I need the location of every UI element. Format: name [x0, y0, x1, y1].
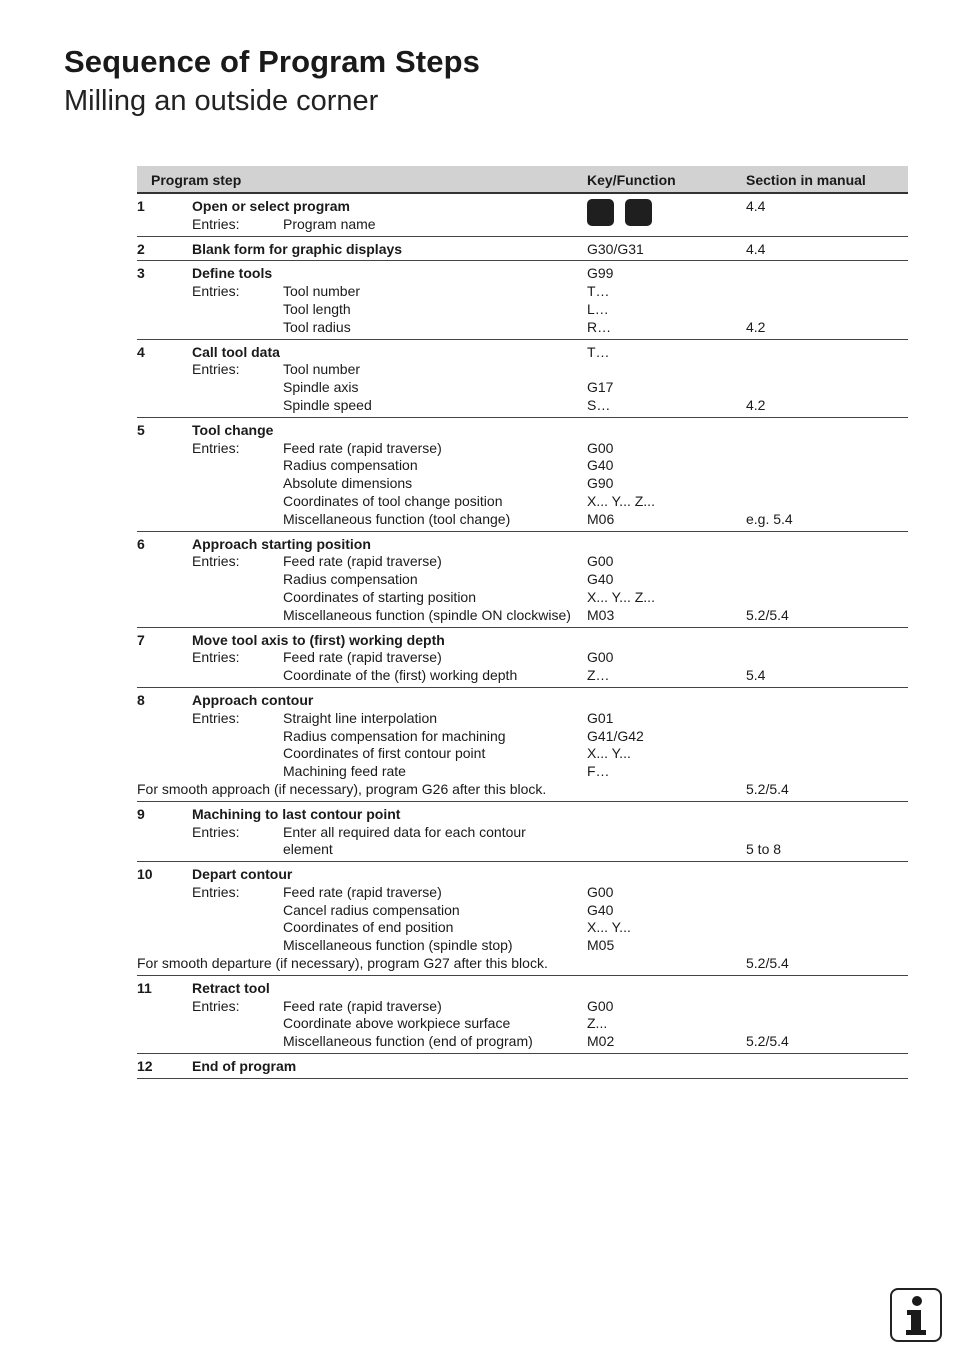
step-note: For smooth approach (if necessary), program G26 after this block.	[137, 780, 547, 797]
entry-key: M03	[587, 606, 615, 623]
step-title: Approach contour	[192, 691, 314, 708]
entry-description: Program name	[283, 215, 376, 232]
entry-key: F…	[587, 763, 610, 780]
entry-key: X... Y...	[587, 745, 631, 762]
entry-description: Spindle speed	[283, 396, 372, 413]
entry-key: M02	[587, 1033, 615, 1050]
step-number: 12	[137, 1058, 153, 1075]
entry-key: L…	[587, 300, 609, 317]
table-row	[137, 862, 908, 976]
step-title: Define tools	[192, 265, 273, 282]
entry-description: Tool length	[283, 300, 351, 317]
header-program-step: Program step	[151, 172, 242, 188]
step-title: End of program	[192, 1058, 297, 1075]
entry-section: e.g. 5.4	[746, 510, 793, 527]
entry-section: 4.2	[746, 318, 766, 335]
entry-section: 5.4	[746, 667, 766, 684]
note-section: 5.2/5.4	[746, 955, 789, 972]
step-section: 4.4	[746, 240, 766, 257]
step-title: Blank form for graphic displays	[192, 240, 403, 257]
entry-description: Tool number	[283, 361, 361, 378]
entry-description: Miscellaneous function (tool change)	[283, 510, 511, 527]
step-number: 7	[137, 631, 145, 648]
entry-key: S…	[587, 396, 611, 413]
table-row	[137, 261, 908, 339]
step-title: Retract tool	[192, 979, 270, 996]
table-row	[137, 237, 908, 262]
note-section: 5.2/5.4	[746, 780, 789, 797]
step-title: Tool change	[192, 421, 274, 438]
entry-section: 4.2	[746, 396, 766, 413]
entry-description: Machining feed rate	[283, 763, 406, 780]
step-key: T…	[587, 343, 610, 360]
step-note: For smooth departure (if necessary), program G27 after this block.	[137, 955, 548, 972]
entry-key: G00	[587, 439, 614, 456]
entry-section: 5.2/5.4	[746, 606, 789, 623]
step-title: Open or select program	[192, 198, 350, 214]
step-number: 5	[137, 421, 145, 438]
entries-label: Entries:	[192, 215, 240, 232]
step-number: 10	[137, 866, 153, 883]
entry-key: M05	[587, 937, 615, 954]
entry-key: G17	[587, 379, 614, 396]
step-key: G30/G31	[587, 240, 644, 257]
entry-key: R…	[587, 318, 612, 335]
entry-description: Radius compensation	[283, 457, 418, 474]
step-number: 1	[137, 198, 145, 214]
entries-label: Entries:	[192, 283, 240, 300]
table-row	[137, 628, 908, 688]
entry-description: Coordinates of end position	[283, 919, 454, 936]
step-number: 2	[137, 240, 145, 257]
step-number: 9	[137, 805, 145, 822]
entry-key: G40	[587, 901, 614, 918]
info-icon[interactable]	[890, 1288, 942, 1342]
entry-key: X... Y...	[587, 919, 631, 936]
entry-description: element	[283, 841, 333, 858]
entries-label: Entries:	[192, 649, 240, 666]
entry-description: Coordinate of the (first) working depth	[283, 667, 518, 684]
entry-description: Straight line interpolation	[283, 709, 438, 726]
entry-description: Feed rate (rapid traverse)	[283, 649, 442, 666]
entry-key: G01	[587, 709, 614, 726]
entry-description: Tool number	[283, 283, 361, 300]
entry-description: Feed rate (rapid traverse)	[283, 553, 442, 570]
table-row	[137, 976, 908, 1054]
entry-key: G00	[587, 997, 614, 1014]
entry-description: Tool radius	[283, 318, 351, 335]
table-header	[137, 166, 908, 194]
entries-label: Entries:	[192, 883, 240, 900]
program-steps-table	[137, 166, 908, 1079]
entry-key: G00	[587, 553, 614, 570]
entries-label: Entries:	[192, 709, 240, 726]
page-subtitle: Milling an outside corner	[64, 85, 379, 117]
entry-description: Coordinate above workpiece surface	[283, 1015, 511, 1032]
step-key: G99	[587, 265, 614, 282]
entry-key: X... Y... Z...	[587, 588, 655, 605]
entry-key: G40	[587, 571, 614, 588]
step-title: Depart contour	[192, 866, 293, 883]
step-number: 4	[137, 343, 145, 360]
entry-section: 5 to 8	[746, 841, 782, 858]
entry-description: Radius compensation for machining	[283, 727, 506, 744]
entry-description: Feed rate (rapid traverse)	[283, 883, 442, 900]
step-title: Move tool axis to (first) working depth	[192, 631, 445, 648]
entry-description: Feed rate (rapid traverse)	[283, 439, 442, 456]
entry-description: Enter all required data for each contour	[283, 823, 526, 840]
entry-description: Miscellaneous function (spindle stop)	[283, 937, 513, 954]
step-title: Machining to last contour point	[192, 805, 401, 822]
entry-description: Miscellaneous function (end of program)	[283, 1033, 533, 1050]
entries-label: Entries:	[192, 997, 240, 1014]
entry-key: G41/G42	[587, 727, 644, 744]
step-number: 3	[137, 265, 145, 282]
entry-key: Z…	[587, 667, 610, 684]
table-row	[137, 688, 908, 802]
entry-description: Feed rate (rapid traverse)	[283, 997, 442, 1014]
entry-key: X... Y... Z...	[587, 492, 655, 509]
entry-key: G00	[587, 883, 614, 900]
table-row	[137, 532, 908, 628]
entry-key: T…	[587, 283, 610, 300]
entry-key: Z...	[587, 1015, 608, 1032]
entries-label: Entries:	[192, 439, 240, 456]
entries-label: Entries:	[192, 553, 240, 570]
entry-description: Spindle axis	[283, 379, 359, 396]
entry-description: Miscellaneous function (spindle ON clockwise)	[283, 606, 571, 623]
table-row	[137, 802, 908, 862]
step-number: 11	[137, 979, 152, 996]
entry-key: G90	[587, 475, 614, 492]
page-title: Sequence of Program Steps	[64, 44, 480, 79]
table-body	[137, 194, 908, 1079]
step-title: Approach starting position	[192, 535, 371, 552]
step-section: 4.4	[746, 198, 766, 214]
entry-description: Coordinates of starting position	[283, 588, 476, 605]
entries-label: Entries:	[192, 823, 240, 840]
entries-label: Entries:	[192, 361, 240, 378]
entry-description: Absolute dimensions	[283, 475, 413, 492]
table-row	[137, 340, 908, 418]
step-number: 8	[137, 691, 145, 708]
entry-key: M06	[587, 510, 615, 527]
entry-description: Cancel radius compensation	[283, 901, 460, 918]
entry-key: G00	[587, 649, 614, 666]
table-row	[137, 194, 908, 237]
entry-description: Coordinates of tool change position	[283, 492, 503, 509]
entry-section: 5.2/5.4	[746, 1033, 789, 1050]
entry-description: Coordinates of first contour point	[283, 745, 486, 762]
entry-description: Radius compensation	[283, 571, 418, 588]
header-key-function: Key/Function	[587, 172, 676, 188]
table-row	[137, 1054, 908, 1079]
entry-key: G40	[587, 457, 614, 474]
table-row	[137, 418, 908, 532]
step-title: Call tool data	[192, 343, 280, 360]
header-section: Section in manual	[746, 172, 866, 188]
step-number: 6	[137, 535, 145, 552]
